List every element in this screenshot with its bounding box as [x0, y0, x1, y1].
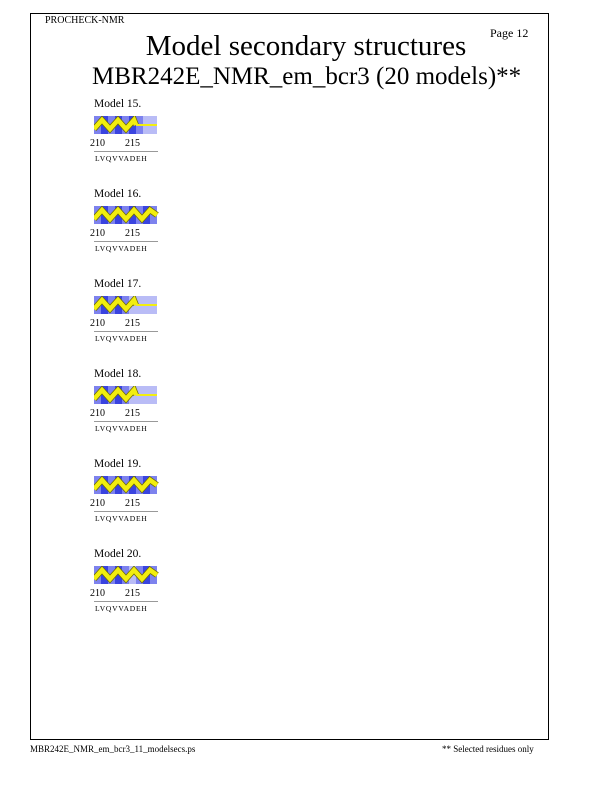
page-number: Page 12 — [490, 26, 529, 40]
residue-number: 215 — [125, 228, 140, 239]
sequence-rule — [94, 601, 158, 602]
residue-number: 215 — [125, 498, 140, 509]
residue-number: 215 — [125, 138, 140, 149]
secondary-structure-strip — [94, 296, 159, 314]
model-label: Model 20. — [94, 548, 142, 560]
residue-number: 210 — [90, 138, 105, 149]
residue-sequence: LVQVVADEH — [95, 154, 148, 163]
sequence-rule — [94, 241, 158, 242]
model-panel — [90, 368, 174, 443]
residue-sequence: LVQVVADEH — [95, 244, 148, 253]
residue-number: 215 — [125, 588, 140, 599]
model-panel — [90, 548, 174, 623]
secondary-structure-strip — [94, 206, 159, 224]
model-label: Model 15. — [94, 98, 142, 110]
sequence-rule — [94, 511, 158, 512]
secondary-structure-strip — [94, 566, 159, 584]
residue-number: 210 — [90, 228, 105, 239]
residue-sequence: LVQVVADEH — [95, 334, 148, 343]
secondary-structure-strip — [94, 116, 159, 134]
model-panel — [90, 458, 174, 533]
model-panel — [90, 278, 174, 353]
residue-number: 210 — [90, 588, 105, 599]
page-title: Model secondary structures — [145, 30, 467, 62]
page-subtitle: MBR242E_NMR_em_bcr3 (20 models)** — [92, 63, 522, 90]
residue-sequence: LVQVVADEH — [95, 424, 148, 433]
footer-filename: MBR242E_NMR_em_bcr3_11_modelsecs.ps — [30, 744, 196, 754]
sequence-rule — [94, 151, 158, 152]
model-panel — [90, 188, 174, 263]
model-label: Model 16. — [94, 188, 142, 200]
residue-sequence: LVQVVADEH — [95, 604, 148, 613]
residue-sequence: LVQVVADEH — [95, 514, 148, 523]
secondary-structure-strip — [94, 476, 159, 494]
model-panel — [90, 98, 174, 173]
sequence-rule — [94, 331, 158, 332]
residue-number: 215 — [125, 408, 140, 419]
model-label: Model 18. — [94, 368, 142, 380]
residue-number: 210 — [90, 498, 105, 509]
residue-number: 210 — [90, 408, 105, 419]
residue-number: 215 — [125, 318, 140, 329]
secondary-structure-strip — [94, 386, 159, 404]
model-label: Model 17. — [94, 278, 142, 290]
sequence-rule — [94, 421, 158, 422]
footer-note: ** Selected residues only — [442, 744, 534, 754]
residue-number: 210 — [90, 318, 105, 329]
program-name: PROCHECK-NMR — [45, 15, 125, 26]
model-label: Model 19. — [94, 458, 142, 470]
